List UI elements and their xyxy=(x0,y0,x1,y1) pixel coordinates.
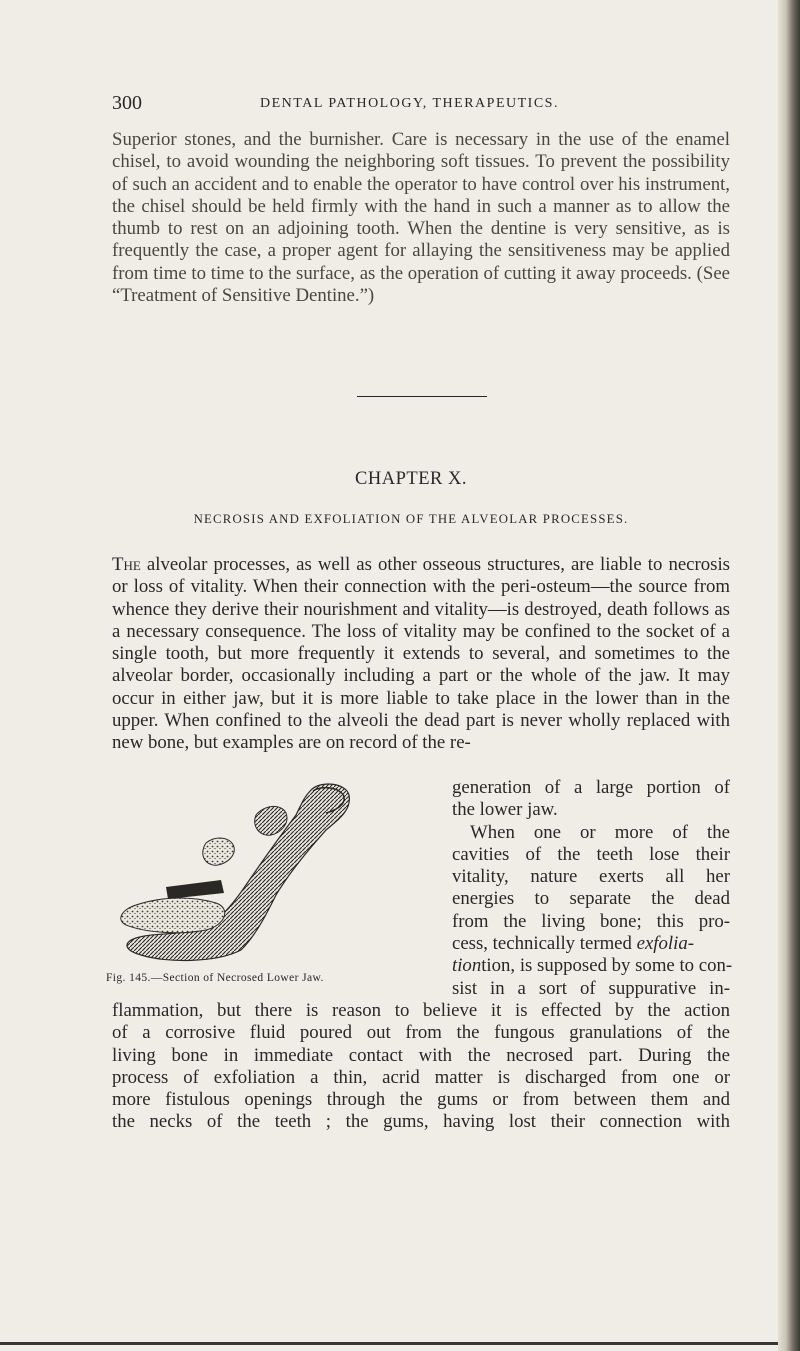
tail-line: flammation, but there is reason to believe it is effected by the action xyxy=(112,1000,730,1021)
wrap-line: from the living bone; this pro- xyxy=(452,910,730,932)
running-head: DENTAL PATHOLOGY, THERAPEUTICS. xyxy=(260,96,559,111)
wrapped-text-column xyxy=(452,777,733,1000)
tail-line: of a corrosive fluid poured out from the fungous granulations of the xyxy=(112,1022,730,1044)
figure-145 xyxy=(106,775,434,990)
figure-caption: Fig. 145.—Section of Necrosed Lower Jaw. xyxy=(106,972,324,984)
wrap-line-with-term xyxy=(452,955,733,977)
page-number: 300 xyxy=(112,92,142,114)
italic-term-exfoliation-part1: exfolia- xyxy=(636,933,694,955)
bottom-edge-rule xyxy=(0,1342,778,1345)
italic-term-exfoliation-part2: tion xyxy=(452,955,482,977)
wrap-line: vitality, nature exerts all her xyxy=(452,866,730,888)
chapter-subtitle: NECROSIS AND EXFOLIATION OF THE ALVEOLAR PROCESSES. xyxy=(193,512,629,526)
tail-line: the necks of the teeth ; the gums, having lost their connection with xyxy=(112,1111,730,1133)
wrap-line: the lower jaw. xyxy=(452,799,558,821)
bottom-paragraph xyxy=(112,1000,730,1134)
tail-line: more fistulous openings through the gums or from between them and xyxy=(112,1089,730,1111)
top-paragraph: Superior stones, and the burnisher. Care is necessary in the use of the enamel chisel, to avoid wounding the neighboring soft tissues. To prevent the possibility of such an accident and to enable the operator to have control over his instrument, the chisel should be held firmly with the hand in such a manner as to allow the thumb to rest on an adjoining tooth. When the dentine is very sensitive, as is frequently the case, a proper agent for allaying the sensitiveness may be applied from time to time to the surface, as the operation of cutting it away proceeds. (See “Treatment of Sensitive Dentine.”) xyxy=(112,129,730,307)
page-edge-shadow xyxy=(778,0,800,1351)
wrap-line: sist in a sort of suppurative in- xyxy=(452,977,730,999)
wrap-line: When one or more of the xyxy=(470,821,730,843)
page-header xyxy=(112,92,732,118)
main-paragraph xyxy=(112,554,730,755)
section-divider xyxy=(357,396,487,397)
tail-line: living bone in immediate contact with the necrosed part. During the xyxy=(112,1044,730,1066)
wrap-line-with-term xyxy=(452,933,730,955)
first-word: The xyxy=(112,554,141,575)
wrap-line-text: tion, is supposed by some to con- xyxy=(481,955,733,977)
wrap-line: generation of a large portion of xyxy=(452,777,730,798)
wrap-line-text: cess, technically termed xyxy=(452,933,632,955)
wrap-line: energies to separate the dead xyxy=(452,888,730,910)
tail-line: process of exfoliation a thin, acrid matter is discharged from one or xyxy=(112,1066,730,1088)
chapter-title: CHAPTER X. xyxy=(355,469,467,489)
main-paragraph-text: alveolar processes, as well as other osseous structures, are liable to necrosis or loss of vitality. When their connection with the peri-osteum—the source from whence they derive their nourishment and vitality—is destroyed, death follows as a necessary consequence. The loss of vitality may be confined to the socket of a single tooth, but more frequently it extends to several, and sometimes to the alveolar border, occasionally including a part or the whole of the jaw. It may occur in either jaw, but it is more liable to take place in the lower than in the upper. When confined to the alveoli the dead part is never wholly replaced with new bone, but examples are on record of the re- xyxy=(112,554,730,754)
necrosed-jaw-illustration xyxy=(106,775,416,970)
wrap-line: cavities of the teeth lose their xyxy=(452,843,730,865)
